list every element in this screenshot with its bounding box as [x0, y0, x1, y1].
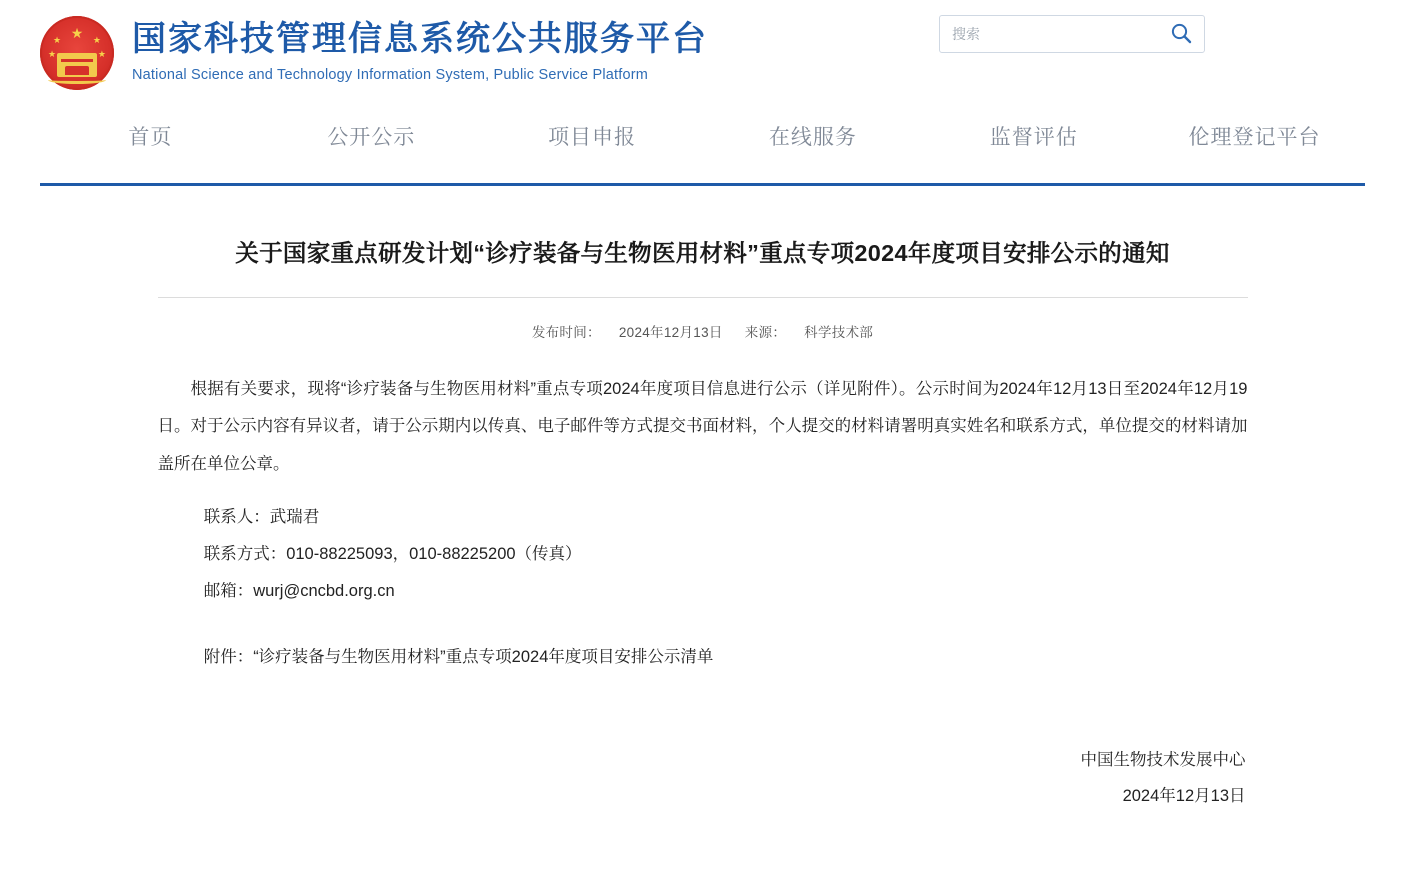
- national-emblem-icon: ★ ★ ★ ★ ★: [40, 16, 114, 90]
- search-icon: [1170, 22, 1192, 47]
- contact-phone: 联系方式：010-88225093，010-88225200（传真）: [203, 545, 582, 564]
- site-title-block: [132, 12, 708, 83]
- article: [158, 236, 1248, 814]
- main-navigation: [40, 100, 1365, 172]
- article-meta: [158, 321, 1248, 341]
- source-label: 来源：: [744, 325, 787, 341]
- content-spacer: [158, 611, 1248, 639]
- site-title-en: National Science and Technology Information System, Public Service Platform: [132, 67, 649, 84]
- article-paragraph-1: 根据有关要求，现将“诊疗装备与生物医用材料”重点专项2024年度项目信息进行公示（详见附件）。公示时间为2024年12月13日至2024年12月19日。对于公示内容有异议者，请于公示期内以传真、电子邮件等方式提交书面材料，个人提交的材料请署明真实姓名和联系方式，单位提交的材料请加盖所在单位公章。: [157, 380, 1248, 473]
- source-value: 科学技术部: [804, 325, 874, 341]
- contact-person: 联系人：武瑞君: [203, 508, 320, 527]
- nav-item-project-application[interactable]: 项目申报: [548, 126, 637, 149]
- search-button[interactable]: [1158, 16, 1204, 52]
- nav-item-online-service[interactable]: 在线服务: [768, 126, 857, 149]
- header-inner: [0, 0, 1405, 100]
- signature-date: 2024年12月13日: [1122, 786, 1246, 805]
- site-title-cn: 国家科技管理信息系统公共服务平台: [132, 20, 708, 58]
- page-title: 关于国家重点研发计划“诊疗装备与生物医用材料”重点专项2024年度项目安排公示的通知: [235, 240, 1170, 266]
- nav-item-supervision-evaluation[interactable]: 监督评估: [989, 126, 1078, 149]
- publish-time-value: 2024年12月13日: [618, 325, 723, 341]
- nav-item-public-notice[interactable]: 公开公示: [327, 126, 416, 149]
- nav-item-ethics-registration[interactable]: 伦理登记平台: [1188, 126, 1321, 149]
- contact-email: 邮箱：wurj@cncbd.org.cn: [203, 582, 395, 601]
- search-box[interactable]: [939, 15, 1205, 53]
- nav-list: [40, 121, 1365, 151]
- signature-block: [158, 742, 1248, 815]
- signature-organization: 中国生物技术发展中心: [1080, 750, 1246, 769]
- nav-item-home[interactable]: 首页: [128, 126, 173, 149]
- nav-underline: [40, 183, 1365, 186]
- publish-time-label: 发布时间：: [531, 325, 601, 341]
- title-divider: [158, 297, 1248, 298]
- attachment-link[interactable]: 附件：“诊疗装备与生物医用材料”重点专项2024年度项目安排公示清单: [203, 647, 714, 666]
- search-input[interactable]: [940, 16, 1158, 52]
- site-header: [0, 0, 1405, 172]
